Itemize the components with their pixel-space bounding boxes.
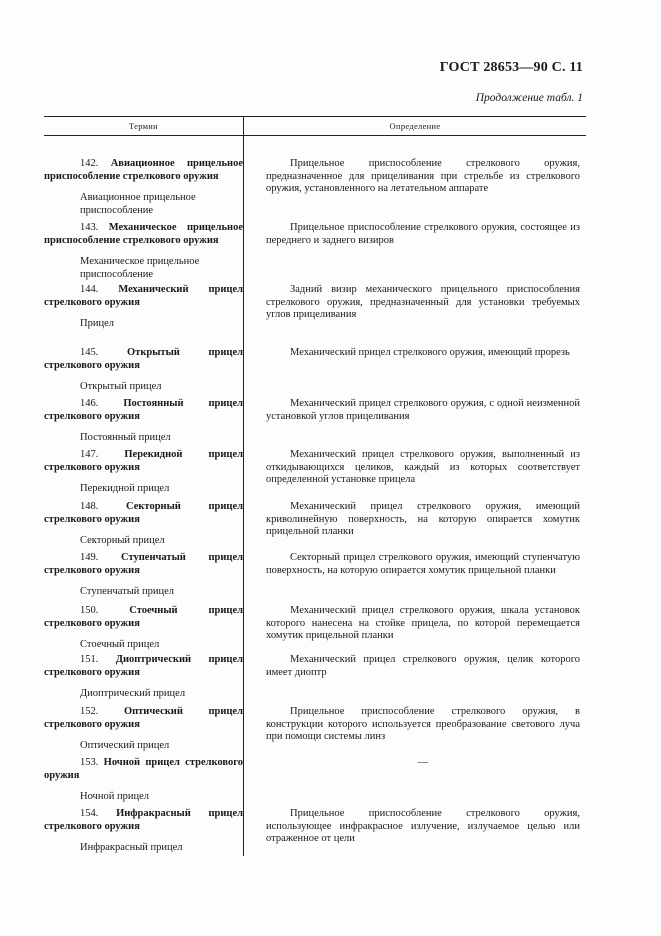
definition-cell: Механический прицел стрелкового оружия, целик которого имеет диоптр (266, 654, 580, 678)
term-main (44, 347, 243, 372)
table-row (44, 808, 586, 855)
term-short-form: Открытый прицел (80, 381, 162, 392)
term-number: 150. (80, 605, 99, 616)
term-number: 151. (80, 654, 99, 665)
term-cell (44, 808, 243, 855)
definition-cell: Прицельное приспособление стрелкового оружия, в конструкции которого используется преобразование светового луча при помощи системы линз (266, 706, 580, 742)
term-number: 154. (80, 808, 99, 819)
table-row (44, 347, 586, 394)
term-cell (44, 706, 243, 753)
term-cell (44, 449, 243, 496)
term-cell (44, 398, 243, 445)
term-cell (44, 757, 243, 804)
term-main (44, 398, 243, 423)
term-main (44, 605, 243, 630)
definition-cell: Задний визир механического прицельного приспособления стрелкового оружия, предназначенный для установки требуемых углов прицеливания (266, 284, 580, 320)
page-header: ГОСТ 28653—90 С. 11 (439, 60, 583, 75)
term-short-form: Механическое прицельное приспособление (80, 256, 200, 280)
term-cell (44, 158, 243, 217)
term-text: Ступенчатый прицел стрелкового оружия (44, 552, 243, 576)
term-text: Ночной прицел стрелкового оружия (44, 757, 243, 781)
definition-cell: Механический прицел стрелкового оружия, с одной неизменной установкой углов прицеливания (266, 398, 580, 422)
term-text: Открытый прицел стрелкового оружия (44, 347, 244, 371)
term-short-form: Стоечный прицел (80, 639, 160, 650)
column-header-definition: Определение (243, 117, 586, 135)
term-cell (44, 222, 243, 281)
term-short-form: Ночной прицел (80, 791, 149, 802)
term-text: Инфракрасный прицел стрелкового оружия (44, 808, 243, 832)
term-text: Диоптрический прицел стрелкового оружия (44, 654, 243, 678)
term-number: 145. (80, 347, 99, 358)
term-cell (44, 654, 243, 701)
table-row (44, 654, 586, 701)
definition-cell: Механический прицел стрелкового оружия, шкала установок которого нанесена на стойке прицела, по которой перемещается хомутик прицельной планки (266, 605, 580, 641)
column-header-term: Термин (128, 121, 159, 131)
term-text: Постоянный прицел стрелкового оружия (44, 398, 243, 422)
term-short-form: Перекидной прицел (80, 483, 170, 494)
table-continuation-note: Продолжение табл. 1 (475, 92, 583, 104)
table-row (44, 398, 586, 445)
term-number: 146. (80, 398, 99, 409)
term-number: 153. (80, 757, 99, 768)
term-short-form: Секторный прицел (80, 535, 165, 546)
term-cell (44, 284, 243, 331)
term-number: 144. (80, 284, 99, 295)
term-short-form: Инфракрасный прицел (80, 842, 183, 853)
definition-cell: Секторный прицел стрелкового оружия, имеющий ступенчатую поверхность, на которую опирается хомутик прицельной планки (266, 552, 580, 576)
term-main (44, 449, 243, 474)
definition-cell: Механический прицел стрелкового оружия, имеющий прорезь (290, 347, 570, 358)
table-row (44, 449, 586, 496)
term-short-form: Прицел (80, 318, 114, 329)
term-main (44, 158, 243, 183)
terms-table (44, 116, 586, 853)
term-text: Секторный прицел стрелкового оружия (44, 501, 243, 525)
table-header (44, 116, 586, 136)
term-number: 148. (80, 501, 99, 512)
term-short-form: Ступенчатый прицел (80, 586, 175, 597)
term-cell (44, 552, 243, 599)
term-main (44, 654, 243, 679)
term-main (44, 706, 243, 731)
term-main (44, 808, 243, 833)
term-text: Механическое прицельное приспособление стрелкового оружия (44, 222, 243, 246)
term-short-form: Диоптрический прицел (80, 688, 186, 699)
term-text: Оптический прицел стрелкового оружия (44, 706, 243, 730)
table-row (44, 284, 586, 331)
term-number: 149. (80, 552, 99, 563)
table-row (44, 158, 586, 217)
term-main (44, 757, 243, 782)
table-row (44, 605, 586, 652)
term-main (44, 552, 243, 577)
definition-cell: — (417, 757, 429, 768)
table-row (44, 757, 586, 804)
term-short-form: Оптический прицел (80, 740, 170, 751)
definition-cell: Прицельное приспособление стрелкового оружия, состоящее из переднего и заднего визиров (266, 222, 580, 246)
term-text: Механический прицел стрелкового оружия (44, 284, 243, 308)
term-short-form: Авиационное прицельное приспособление (80, 192, 196, 216)
term-number: 142. (80, 158, 99, 169)
term-text: Стоечный прицел стрелкового оружия (44, 605, 243, 629)
table-row (44, 706, 586, 753)
definition-cell: Прицельное приспособление стрелкового оружия, использующее инфракрасное излучение, излучаемое целью или отраженное от цели (266, 808, 580, 844)
table-row (44, 222, 586, 281)
term-short-form: Постоянный прицел (80, 432, 171, 443)
table-row (44, 501, 586, 548)
term-number: 147. (80, 449, 99, 460)
term-cell (44, 501, 243, 548)
term-main (44, 284, 243, 309)
definition-cell: Механический прицел стрелкового оружия, имеющий криволинейную поверхность, на которую опирается хомутик прицельной планки (266, 501, 580, 537)
term-cell (44, 347, 243, 394)
term-text: Перекидной прицел стрелкового оружия (44, 449, 243, 473)
definition-cell: Прицельное приспособление стрелкового оружия, предназначенное для прицеливания при стрельбе из стрелкового оружия, установленного на летательном аппарате (266, 158, 580, 194)
term-main (44, 222, 243, 247)
term-number: 143. (80, 222, 99, 233)
definition-cell: Механический прицел стрелкового оружия, выполненный из откидывающихся целиков, каждый из которых соответствует определенной установке прицела (266, 449, 580, 485)
term-text: Авиационное прицельное приспособление стрелкового оружия (44, 158, 243, 182)
term-number: 152. (80, 706, 99, 717)
table-row (44, 552, 586, 599)
term-main (44, 501, 243, 526)
term-cell (44, 605, 243, 652)
